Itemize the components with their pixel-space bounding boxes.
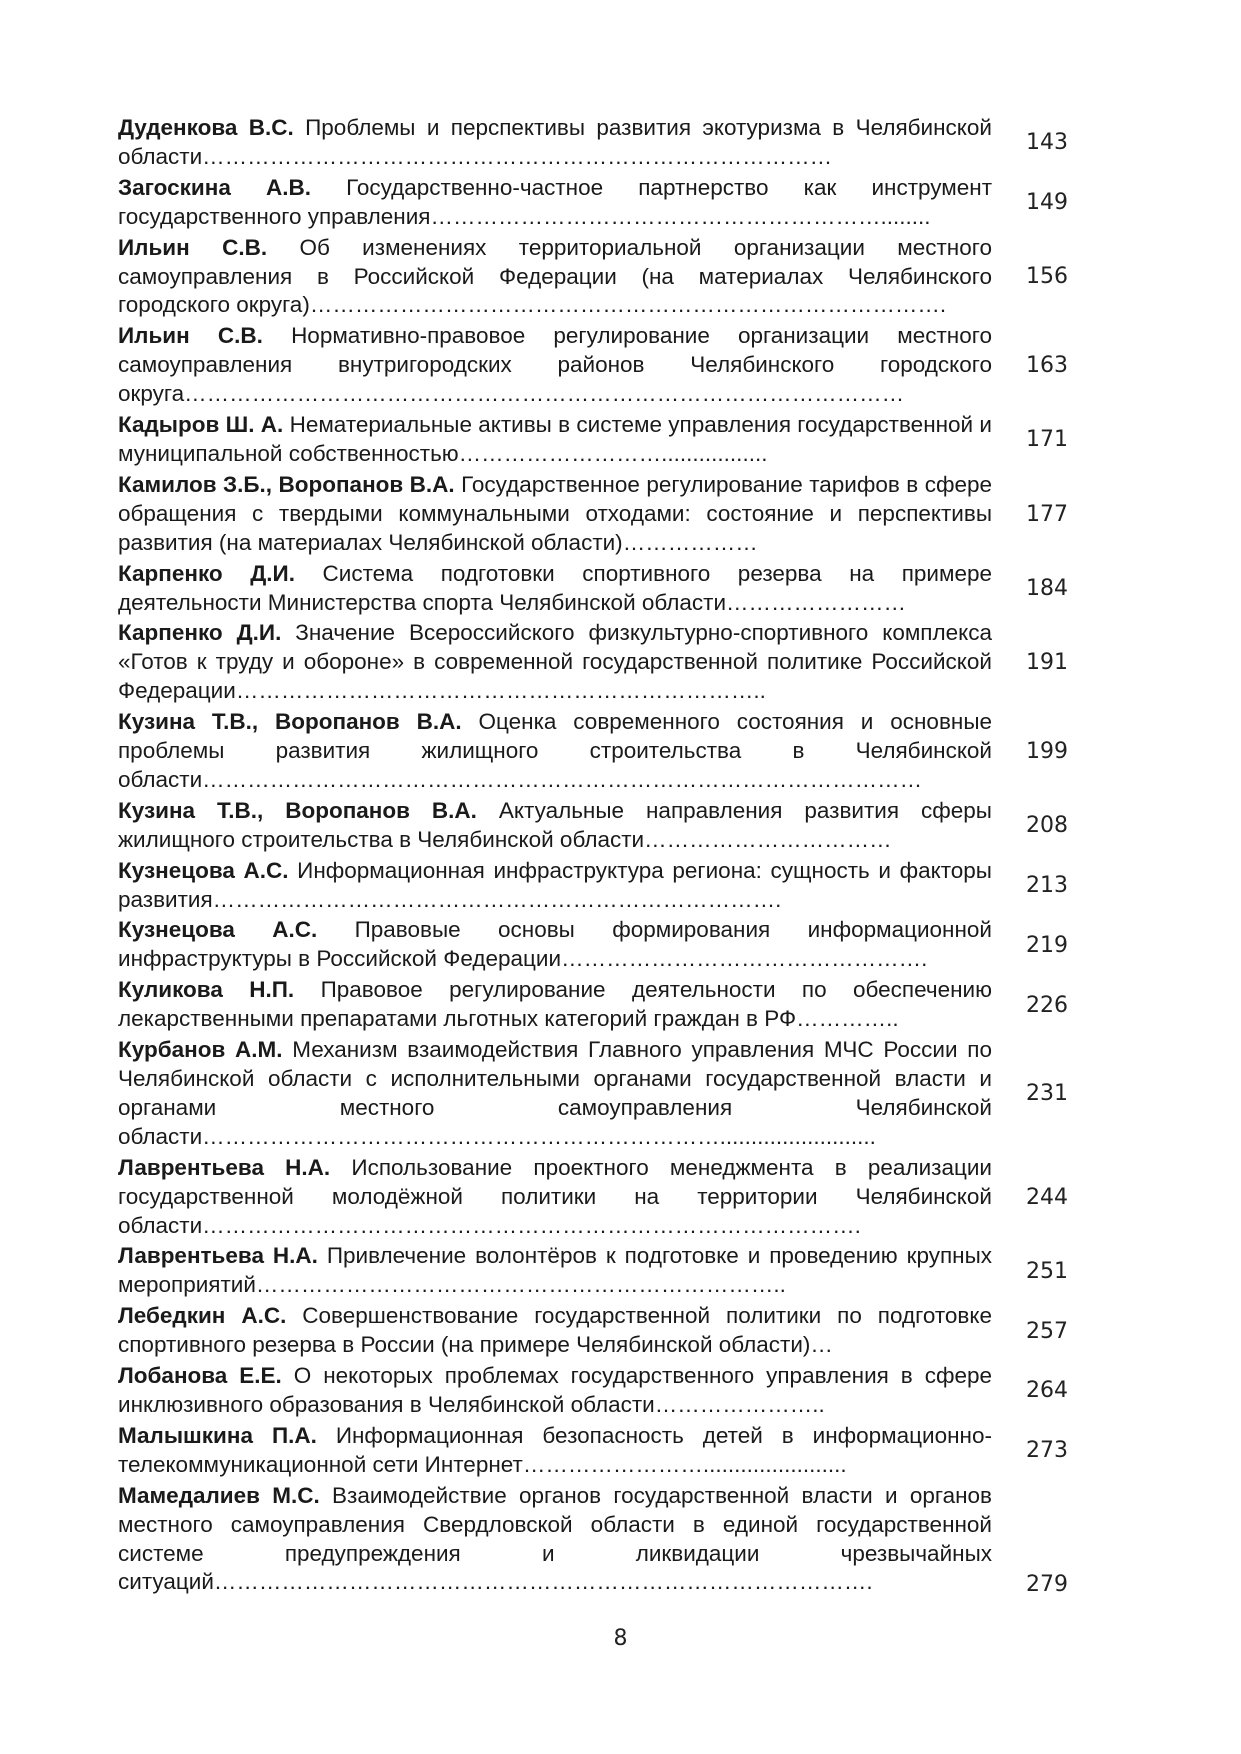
entry-author: Ильин С.В. [118, 323, 263, 349]
entry-page-number: 219 [1026, 932, 1068, 958]
entry-text [118, 1154, 992, 1241]
toc-entry [118, 1242, 1068, 1300]
entry-text [118, 234, 992, 321]
entry-text [118, 708, 992, 795]
entry-title: Об изменениях территориальной организации местного самоуправления в Российской Федерации (на материалах Челябинского городского округа) [118, 234, 992, 318]
toc-entry [118, 1154, 1068, 1241]
entry-text [118, 114, 992, 172]
entry-leader-dots: ……………………....................... [522, 1451, 847, 1477]
entry-leader-dots: ……………………………………………………........ [430, 203, 931, 229]
entry-author: Кузнецова А.С. [118, 917, 318, 943]
entry-leader-dots: …………………… [726, 589, 907, 615]
entry-page-number: 191 [1026, 650, 1068, 676]
toc-entry [118, 1302, 1068, 1360]
entry-leader-dots: ………………………................. [458, 440, 768, 466]
toc-entry [118, 1036, 1068, 1152]
entry-author: Карпенко Д.И. [118, 560, 295, 586]
entry-page-number: 244 [1026, 1184, 1068, 1210]
entry-page-number: 156 [1026, 264, 1068, 290]
toc-entry [118, 797, 1068, 855]
entry-leader-dots: …………………………………………. [561, 946, 928, 972]
entry-title: Правовые основы формирования информационной инфраструктуры в Российской Федерации [118, 917, 992, 972]
entry-title: Использование проектного менеджмента в реализации государственной молодёжной политики на территории Челябинской области [118, 1154, 992, 1238]
entry-title: Проблемы и перспективы развития экотуризма в Челябинской области [118, 115, 992, 169]
toc-entry [118, 916, 1068, 974]
toc-entry [118, 234, 1068, 321]
toc-entry [118, 1422, 1068, 1480]
entry-text [118, 174, 992, 232]
entry-page-number: 171 [1026, 427, 1068, 453]
entry-leader-dots: …………………………… [644, 826, 892, 852]
entry-author: Кузнецова А.С. [118, 857, 289, 883]
toc-entry [118, 174, 1068, 232]
entry-author: Загоскина А.В. [118, 174, 311, 200]
entry-title: Правовое регулирование деятельности по обеспечению лекарственными препаратами льготных категорий граждан в РФ [118, 977, 992, 1032]
entry-author: Лобанова Е.Е. [118, 1363, 282, 1389]
entry-title: Актуальные направления развития сферы жилищного строительства в Челябинской области [118, 797, 992, 852]
entry-page-number: 226 [1026, 992, 1068, 1018]
entry-text [118, 619, 992, 706]
entry-author: Лебедкин А.С. [118, 1303, 287, 1329]
entry-page-number: 149 [1026, 190, 1068, 216]
page-number-footer: 8 [613, 1626, 628, 1651]
entry-leader-dots: …………………………………………………………………………………… [184, 381, 905, 407]
toc-entry [118, 1482, 1068, 1598]
entry-title: О некоторых проблемах государственного управления в сфере инклюзивного образования в Челябинской области [118, 1363, 993, 1417]
entry-author: Мамедалиев М.С. [118, 1482, 320, 1508]
entry-title: Нематериальные активы в системе управления государственной и муниципальной собственностью [118, 412, 992, 466]
entry-page-number: 279 [1026, 1572, 1068, 1598]
entry-leader-dots: ……………… [622, 529, 758, 555]
entry-title: Механизм взаимодействия Главного управления МЧС России по Челябинской области с исполнительными органами государственной власти и органами местного самоуправления Челябинской области [118, 1037, 992, 1149]
entry-author: Камилов З.Б., Воропанов В.А. [118, 471, 455, 497]
entry-author: Куликова Н.П. [118, 977, 295, 1003]
table-of-contents [118, 114, 1068, 1599]
entry-page-number: 273 [1026, 1438, 1068, 1464]
entry-text [118, 797, 992, 855]
entry-author: Кадыров Ш. А. [118, 412, 284, 438]
entry-title: Информационная безопасность детей в информационно-телекоммуникационной сети Интернет [118, 1422, 992, 1477]
toc-entry [118, 114, 1068, 172]
entry-leader-dots: …………………………………………………………….. [235, 678, 766, 704]
toc-entry [118, 471, 1068, 558]
entry-text [118, 560, 992, 618]
entry-leader-dots: … [810, 1332, 833, 1358]
entry-title: Государственное регулирование тарифов в сфере обращения с твердыми коммунальными отходами: состояние и перспективы развития (на материалах Челябинской области) [118, 471, 992, 555]
entry-page-number: 163 [1026, 353, 1068, 379]
entry-leader-dots: ……………………………………………………………………………. [213, 1569, 873, 1595]
entry-text [118, 1482, 992, 1598]
entry-text [118, 1036, 992, 1152]
entry-author: Курбанов А.М. [118, 1037, 283, 1063]
entry-title: Система подготовки спортивного резерва на примере деятельности Министерства спорта Челябинской области [118, 560, 993, 615]
entry-text [118, 1302, 992, 1360]
entry-text [118, 1422, 992, 1480]
toc-entry [118, 857, 1068, 915]
entry-leader-dots: ………………………………………………………………………… [202, 143, 833, 169]
entry-page-number: 264 [1026, 1378, 1068, 1404]
entry-leader-dots: …………………………………………………………………. [212, 886, 782, 912]
entry-page-number: 143 [1026, 130, 1068, 156]
entry-leader-dots: …………………………………………………………………………………… [202, 766, 923, 792]
entry-page-number: 251 [1026, 1258, 1068, 1284]
entry-leader-dots: …………………………………………………………………………. [309, 292, 947, 318]
entry-leader-dots: ……………………………………………………………......................... [202, 1123, 876, 1149]
entry-text [118, 411, 992, 469]
toc-entry [118, 619, 1068, 706]
entry-leader-dots: …………………………………………………………….. [255, 1272, 786, 1298]
entry-author: Малышкина П.А. [118, 1422, 317, 1448]
entry-author: Лаврентьева Н.А. [118, 1154, 331, 1180]
entry-author: Ильин С.В. [118, 234, 268, 260]
toc-entry [118, 411, 1068, 469]
entry-title: Государственно-частное партнерство как инструмент государственного управления [118, 174, 992, 229]
entry-text [118, 916, 992, 974]
entry-text [118, 976, 992, 1034]
entry-text [118, 322, 992, 409]
entry-title: Взаимодействие органов государственной власти и органов местного самоуправления Свердловской области в единой государственной системе предупреждения и ликвидации чрезвычайных ситуаций [118, 1482, 992, 1595]
entry-author: Кузина Т.В., Воропанов В.А. [118, 709, 462, 735]
entry-author: Дуденкова В.С. [118, 115, 294, 140]
entry-title: Совершенствование государственной политики по подготовке спортивного резерва в России (на примере Челябинской области) [118, 1303, 992, 1358]
entry-author: Лаврентьева Н.А. [118, 1243, 318, 1269]
entry-leader-dots: ………….. [796, 1006, 899, 1032]
toc-entry [118, 1362, 1068, 1420]
entry-text [118, 857, 992, 915]
entry-page-number: 257 [1026, 1318, 1068, 1344]
entry-text [118, 1362, 992, 1420]
entry-page-number: 177 [1026, 501, 1068, 527]
toc-entry [118, 560, 1068, 618]
toc-entry [118, 976, 1068, 1034]
entry-leader-dots: ……………………………………………………………………………. [202, 1212, 861, 1238]
entry-page-number: 213 [1026, 873, 1068, 899]
entry-page-number: 231 [1026, 1081, 1068, 1107]
entry-title: Нормативно-правовое регулирование организации местного самоуправления внутригородских районов Челябинского городского округа [118, 323, 992, 407]
entry-text [118, 1242, 992, 1300]
entry-page-number: 199 [1026, 738, 1068, 764]
entry-page-number: 208 [1026, 813, 1068, 839]
entry-page-number: 184 [1026, 576, 1068, 601]
entry-title: Оценка современного состояния и основные проблемы развития жилищного строительства в Челябинской области [118, 709, 993, 792]
entry-title: Значение Всероссийского физкультурно-спортивного комплекса «Готов к труду и обороне» в современной государственной политике Российской Федерации [118, 620, 992, 704]
entry-author: Карпенко Д.И. [118, 620, 282, 646]
toc-entry [118, 708, 1068, 795]
toc-entry [118, 322, 1068, 409]
entry-text [118, 471, 992, 558]
entry-title: Информационная инфраструктура региона: сущность и факторы развития [118, 857, 992, 912]
entry-leader-dots: ………………….. [654, 1391, 825, 1417]
entry-author: Кузина Т.В., Воропанов В.А. [118, 797, 477, 823]
entry-title: Привлечение волонтёров к подготовке и проведению крупных мероприятий [118, 1243, 992, 1298]
